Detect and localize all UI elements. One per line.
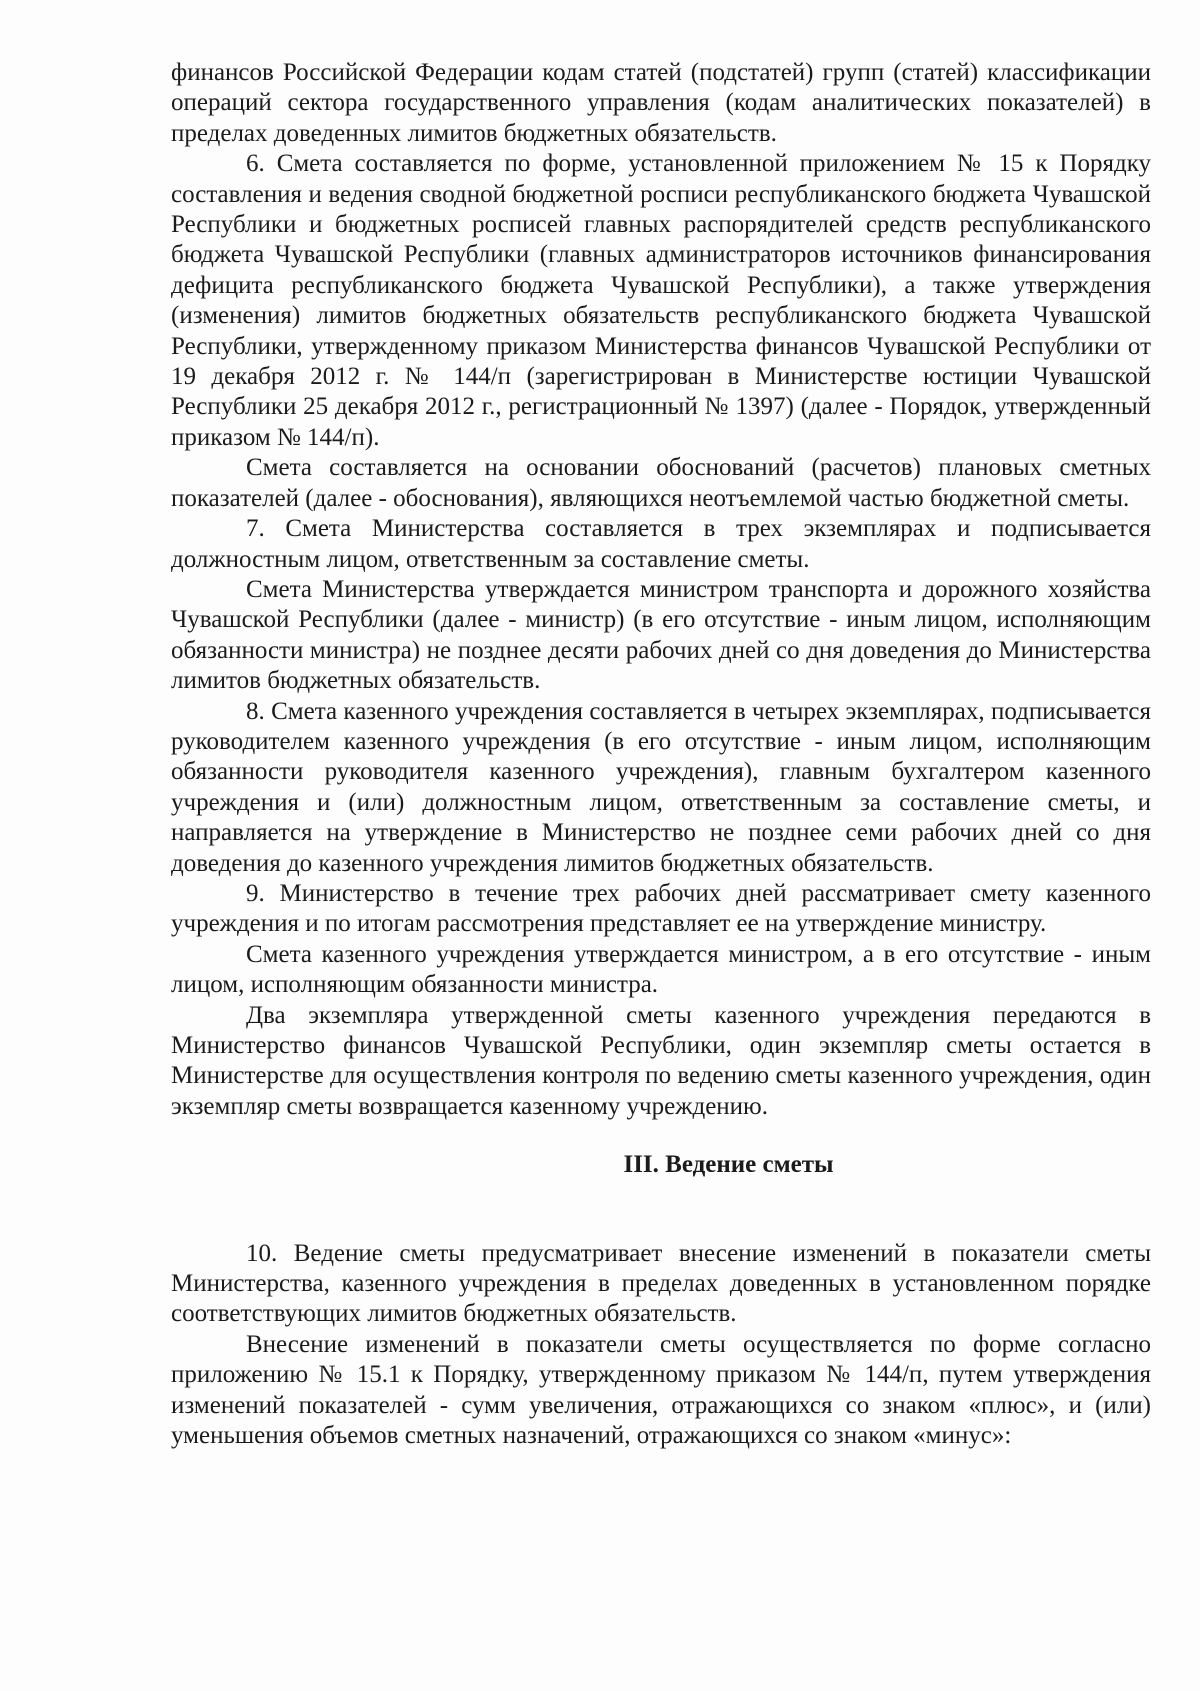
document-body — [171, 58, 1151, 1451]
paragraph-item-8: 8. Смета казенного учреждения составляется в четырех экземплярах, подписывается руководителем казенного учреждения (в его отсутствие - иным лицом, исполняющим обязанности руководителя казенного учреждения), главным бухгалтером казенного учреждения и (или) должностным лицом, ответственным за составление сметы, и направляется на утверждение в Министерство не позднее семи рабочих дней со дня доведения до казенного учреждения лимитов бюджетных обязательств. — [171, 697, 1151, 877]
paragraph-item-6: 6. Смета составляется по форме, установленной приложением № 15 к Порядку составления и ведения сводной бюджетной росписи республиканского бюджета Чувашской Республики и бюджетных росписей главных распорядителей средств республиканского бюджета Чувашской Республики (главных администраторов источников финансирования дефицита республиканского бюджета Чувашской Республики), а также утверждения (изменения) лимитов бюджетных обязательств республиканского бюджета Чувашской Республики, утвержденному приказом Министерства финансов Чувашской Республики от 19 декабря 2012 г. № 144/п (зарегистрирован в Министерстве юстиции Чувашской Республики 25 декабря 2012 г., регистрационный № 1397) (далее - Порядок, утвержденный приказом № 144/п). — [171, 150, 1151, 451]
paragraph-ministry-approval: Смета Министерства утверждается министром транспорта и дорожного хозяйства Чувашской Республики (далее - министр) (в его отсутствие - иным лицом, исполняющим обязанности министра) не позднее десяти рабочих дней со дня доведения до Министерства лимитов бюджетных обязательств. — [171, 575, 1151, 695]
paragraph-changes-procedure: Внесение изменений в показатели сметы осуществляется по форме согласно приложению № 15.1 к Порядку, утвержденному приказом № 144/п, путем утверждения изменений показателей - сумм увеличения, отражающихся со знаком «плюс», и (или) уменьшения объемов сметных назначений, отражающихся со знаком «минус»: — [171, 1330, 1151, 1450]
paragraph-institution-approval: Смета казенного учреждения утверждается министром, а в его отсутствие - иным лицом, исполняющим обязанности министра. — [171, 940, 1151, 999]
paragraph-copies-distribution: Два экземпляра утвержденной сметы казенного учреждения передаются в Министерство финансов Чувашской Республики, один экземпляр сметы остается в Министерстве для осуществления контроля по ведению сметы казенного учреждения, один экземпляр сметы возвращается казенному учреждению. — [171, 1001, 1151, 1120]
paragraph-estimate-basis: Смета составляется на основании обоснований (расчетов) плановых сметных показателей (далее - обоснования), являющихся неотъемлемой частью бюджетной сметы. — [171, 454, 1151, 512]
section-heading: III. Ведение сметы — [623, 1151, 834, 1179]
paragraph-item-9: 9. Министерство в течение трех рабочих дней рассматривает смету казенного учреждения и по итогам рассмотрения представляет ее на утверждение министру. — [171, 879, 1151, 938]
paragraph-continuation: финансов Российской Федерации кодам статей (подстатей) групп (статей) классификации операций сектора государственного управления (кодам аналитических показателей) в пределах доведенных лимитов бюджетных обязательств. — [171, 59, 1151, 147]
paragraph-item-10: 10. Ведение сметы предусматривает внесение изменений в показатели сметы Министерства, казенного учреждения в пределах доведенных в установленном порядке соответствующих лимитов бюджетных обязательств. — [171, 1239, 1151, 1328]
paragraph-item-7: 7. Смета Министерства составляется в трех экземплярах и подписывается должностным лицом, ответственным за составление сметы. — [171, 515, 1151, 573]
